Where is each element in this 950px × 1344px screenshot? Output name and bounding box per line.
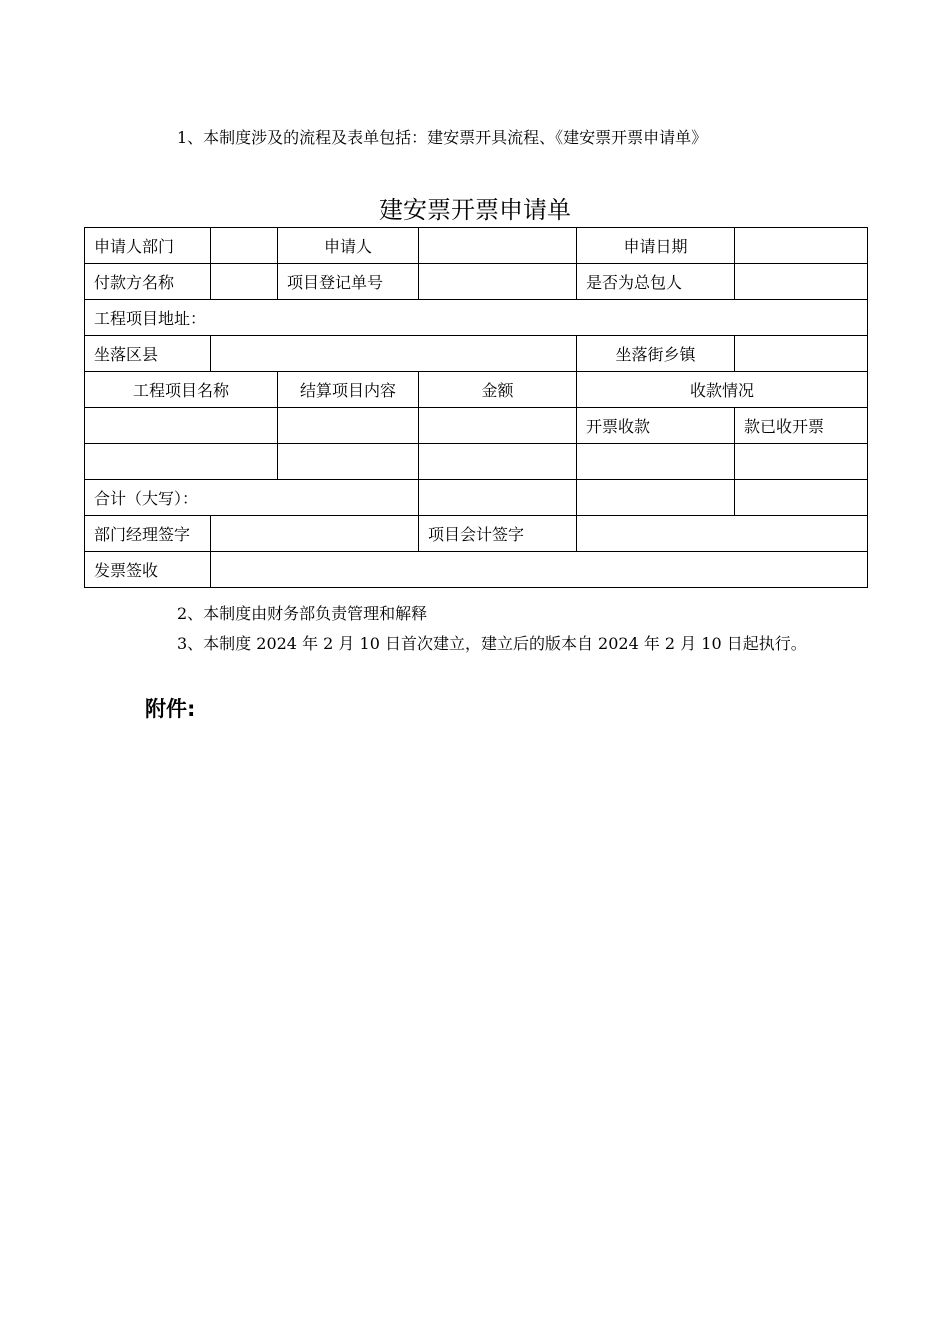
form-row-items-header bbox=[85, 372, 868, 408]
invoice-receipt-label: 发票签收 bbox=[85, 552, 211, 588]
form-row-applicant bbox=[85, 228, 868, 264]
invoice-application-form bbox=[84, 227, 868, 588]
intro-item-1: 1、本制度涉及的流程及表单包括：建安票开具流程、《建安票开票申请单》 bbox=[177, 128, 708, 147]
project-name-field[interactable] bbox=[85, 444, 278, 480]
payer-name-field[interactable] bbox=[211, 264, 278, 300]
form-row-location bbox=[85, 336, 868, 372]
general-contractor-label: 是否为总包人 bbox=[577, 264, 735, 300]
apply-date-field[interactable] bbox=[735, 228, 868, 264]
total-collected-then-invoice-field[interactable] bbox=[735, 480, 868, 516]
form-row-payer bbox=[85, 264, 868, 300]
project-name-header: 工程项目名称 bbox=[85, 372, 278, 408]
street-town-field[interactable] bbox=[735, 336, 868, 372]
appendix-heading: 附件: bbox=[145, 697, 196, 721]
form-row-item-2 bbox=[85, 444, 868, 480]
collected-then-invoice-label: 款已收开票 bbox=[735, 408, 868, 444]
apply-date-label: 申请日期 bbox=[577, 228, 735, 264]
applicant-dept-field[interactable] bbox=[211, 228, 278, 264]
footer-item-2: 2、本制度由财务部负责管理和解释 bbox=[177, 604, 428, 623]
collected-then-invoice-field[interactable] bbox=[735, 444, 868, 480]
project-name-field[interactable] bbox=[85, 408, 278, 444]
dept-manager-sign-label: 部门经理签字 bbox=[85, 516, 211, 552]
form-row-address bbox=[85, 300, 868, 336]
project-reg-no-label: 项目登记单号 bbox=[278, 264, 419, 300]
district-field[interactable] bbox=[211, 336, 577, 372]
applicant-field[interactable] bbox=[419, 228, 577, 264]
form-row-invoice-receipt bbox=[85, 552, 868, 588]
amount-header: 金额 bbox=[419, 372, 577, 408]
total-label: 合计（大写）： bbox=[85, 480, 419, 516]
payer-name-label: 付款方名称 bbox=[85, 264, 211, 300]
form-title: 建安票开票申请单 bbox=[379, 196, 571, 224]
invoice-then-collect-field[interactable] bbox=[577, 444, 735, 480]
project-address-field[interactable]: 工程项目地址： bbox=[85, 300, 868, 336]
street-town-label: 坐落街乡镇 bbox=[577, 336, 735, 372]
total-invoice-then-collect-field[interactable] bbox=[577, 480, 735, 516]
district-label: 坐落区县 bbox=[85, 336, 211, 372]
settlement-content-header: 结算项目内容 bbox=[278, 372, 419, 408]
invoice-receipt-field[interactable] bbox=[211, 552, 868, 588]
collection-header: 收款情况 bbox=[577, 372, 868, 408]
total-amount-field[interactable] bbox=[419, 480, 577, 516]
form-row-signatures bbox=[85, 516, 868, 552]
footer-item-3: 3、本制度 2024 年 2 月 10 日首次建立，建立后的版本自 2024 年 2 月 10 日起执行。 bbox=[177, 634, 807, 653]
form-row-total bbox=[85, 480, 868, 516]
applicant-label: 申请人 bbox=[278, 228, 419, 264]
dept-manager-sign-field[interactable] bbox=[211, 516, 419, 552]
applicant-dept-label: 申请人部门 bbox=[85, 228, 211, 264]
settlement-content-field[interactable] bbox=[278, 408, 419, 444]
settlement-content-field[interactable] bbox=[278, 444, 419, 480]
project-accountant-sign-field[interactable] bbox=[577, 516, 868, 552]
project-accountant-sign-label: 项目会计签字 bbox=[419, 516, 577, 552]
amount-field[interactable] bbox=[419, 444, 577, 480]
form-row-item-1 bbox=[85, 408, 868, 444]
general-contractor-field[interactable] bbox=[735, 264, 868, 300]
invoice-then-collect-label: 开票收款 bbox=[577, 408, 735, 444]
project-reg-no-field[interactable] bbox=[419, 264, 577, 300]
amount-field[interactable] bbox=[419, 408, 577, 444]
